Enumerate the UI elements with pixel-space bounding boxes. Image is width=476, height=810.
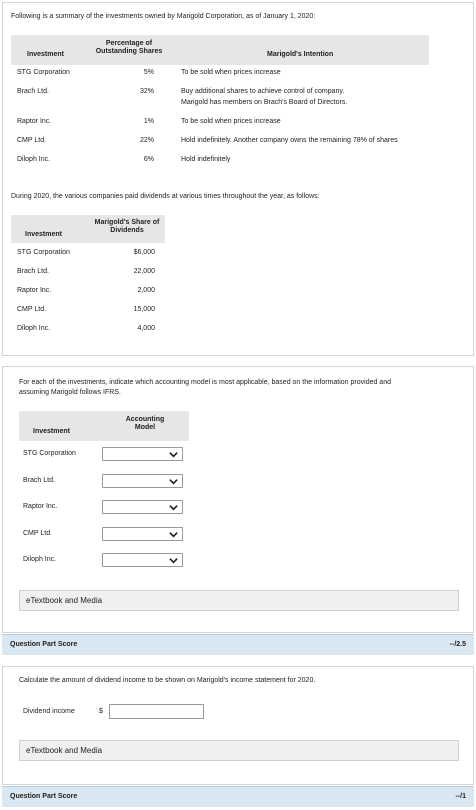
score-value: --/2.5 (449, 641, 466, 648)
accounting-model-select[interactable] (102, 474, 183, 488)
col-model-header: Accounting Model (125, 416, 165, 431)
model-row-brach: Brach Ltd. (19, 474, 189, 490)
intro-text: Following is a summary of the investments owned by Marigold Corporation, as of January 1, 2020: (11, 13, 316, 20)
etextbook-media-button[interactable]: eTextbook and Media (19, 740, 459, 761)
score-value: --/1 (455, 793, 466, 800)
chevron-down-icon (169, 503, 178, 512)
etextbook-media-button[interactable]: eTextbook and Media (19, 590, 459, 611)
model-row-raptor: Raptor Inc. (19, 500, 189, 516)
dividends-intro-text: During 2020, the various companies paid dividends at various times throughout the year, as follows: (11, 193, 320, 200)
accounting-model-select[interactable] (102, 527, 183, 541)
question-part-score-bar (2, 634, 474, 655)
chevron-down-icon (169, 477, 178, 486)
col-dividend-share-header: Marigold's Share of Dividends (94, 219, 160, 234)
accounting-model-select[interactable] (102, 447, 183, 461)
model-row-stg: STG Corporation (19, 447, 189, 463)
accounting-model-select[interactable] (102, 500, 183, 514)
part2-instruction: Calculate the amount of dividend income to be shown on Marigold's income statement for 2020. (19, 677, 316, 684)
chevron-down-icon (169, 556, 178, 565)
col-percentage-header: Percentage of Outstanding Shares (95, 40, 163, 55)
part2-panel (2, 666, 474, 785)
dividend-income-input[interactable] (109, 704, 204, 719)
problem-panel: Following is a summary of the investments owned by Marigold Corporation, as of January 1, 2020: Investment Percentage of Outstanding Shares Marigold's Intention STG Corporation 5% To be sold when prices increase Brach Ltd. 32% Buy additional shares to achieve control of company. Marigold has members on Brach's Board of Directors. Raptor Inc. 1% To be sold when prices increase CMP Ltd. 22% Hold indefinitely. Another company owns the remaining 78% of shares Diloph Inc. 6% Hold indefinitely During 2020, the various companies paid dividends at various times throughout the year, as follows: Investment Marigold's Share of Dividends STG Corporation $6,000 Brach Ltd. 22,000 Raptor Inc. 2,000 CMP Ltd. 15,000 Diloph Inc. 4,000 (2, 2, 474, 356)
part1-instruction: For each of the investments, indicate which accounting model is most applicable, based on the information provided and assuming Marigold follows IFRS. (19, 379, 391, 396)
model-row-diloph: Diloph Inc. (19, 553, 189, 569)
investments-table-header (11, 35, 429, 65)
model-row-cmp: CMP Ltd. (19, 527, 189, 543)
score-label: Question Part Score (10, 641, 78, 648)
col-intention-header: Marigold's Intention (267, 51, 334, 58)
score-label: Question Part Score (10, 793, 78, 800)
currency-symbol: $ (99, 708, 103, 715)
col-investment-header: Investment (33, 428, 70, 435)
col-investment-header: Investment (27, 51, 64, 58)
part1-panel (2, 366, 474, 633)
chevron-down-icon (169, 450, 178, 459)
dividends-table-header (11, 215, 165, 243)
question-part-score-bar (2, 786, 474, 807)
model-table-header (19, 411, 189, 441)
chevron-down-icon (169, 530, 178, 539)
accounting-model-select[interactable] (102, 553, 183, 567)
dividend-income-label: Dividend income (23, 708, 75, 715)
col-investment-header: Investment (25, 231, 62, 238)
